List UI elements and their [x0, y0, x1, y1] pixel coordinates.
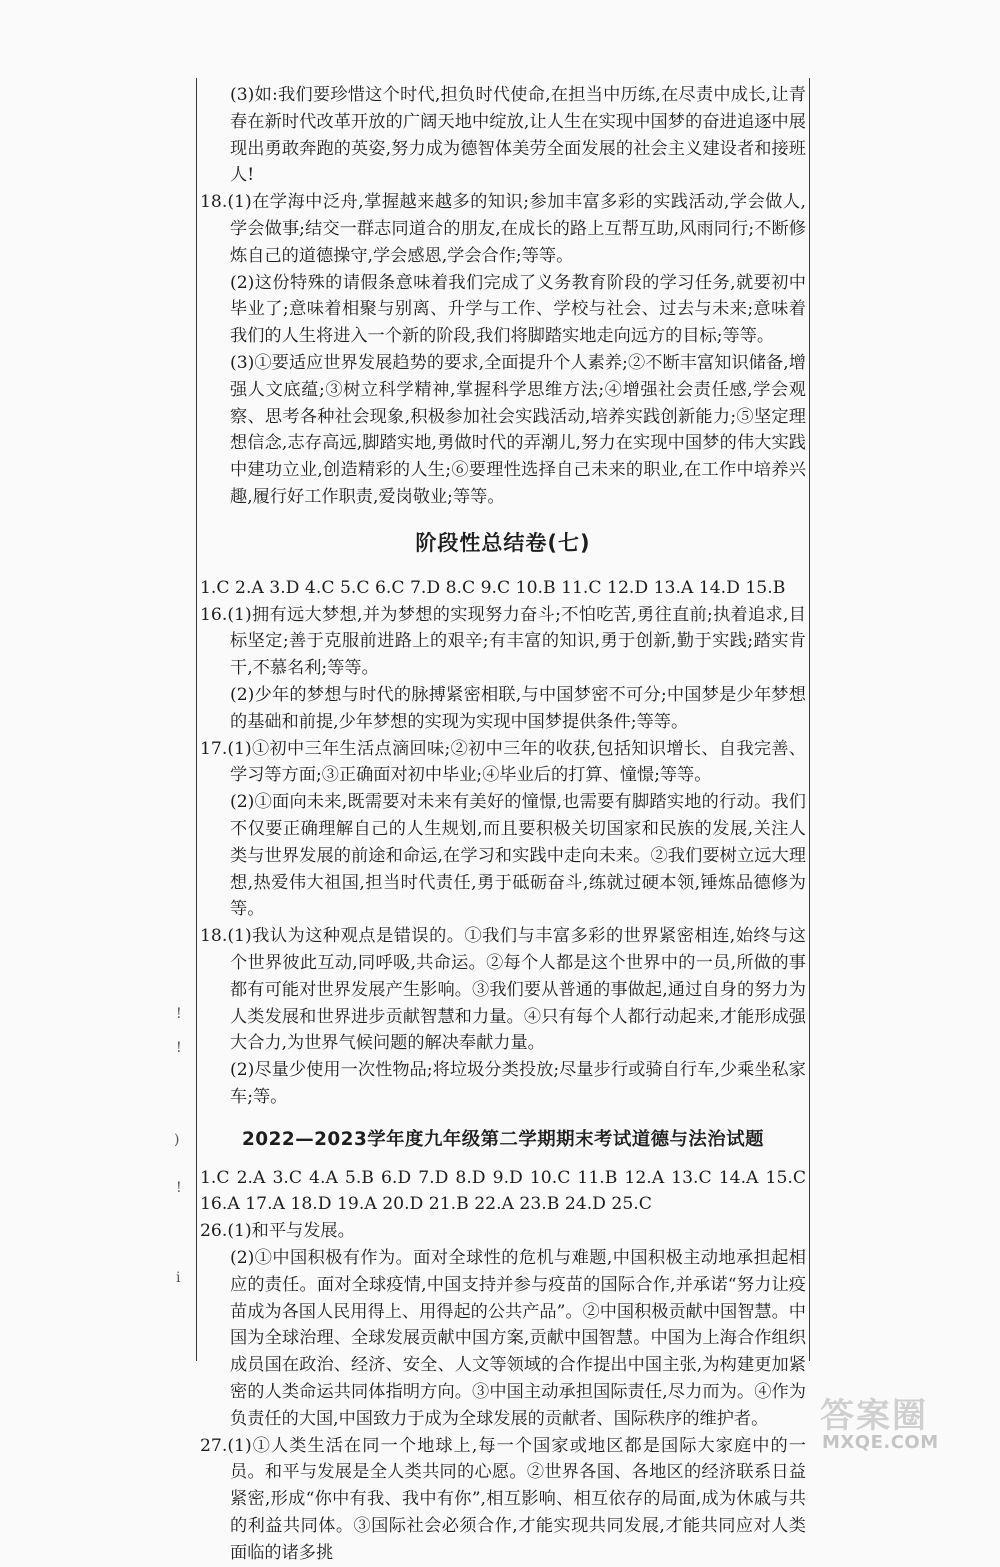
answer-content [200, 82, 806, 1567]
margin-mark: ) [174, 1132, 180, 1148]
answer-18-2: (2)这份特殊的请假条意味着我们完成了义务教育阶段的学习任务,就要初中毕业了;意味着相聚与别离、升学与工作、学校与社会、过去与未来;意味着我们的人生将进入一个新的阶段,我们将脚踏实地走向远方的目标;等等。 [230, 272, 806, 347]
watermark-text-cn: 答案圈 [820, 1396, 928, 1436]
answer-27-1: 27.(1)①人类生活在同一个地球上,每一个国家或地区都是国际大家庭中的一员。和平与发展是全人类共同的心愿。②世界各国、各地区的经济联系日益紧密,形成“你中有我、我中有你”,相互影响、相互依存的局面,成为休戚与共的利益共同体。③国际社会必须合作,才能实现共同发展,才能共同应对人类面临的诸多挑 [200, 1435, 806, 1563]
watermark-text-en: MXQE.COM [822, 1432, 939, 1453]
watermark-logo [820, 1388, 990, 1454]
answer-18-3: (3)①要适应世界发展趋势的要求,全面提升个人素养;②不断丰富知识储备,增强人文底蕴;③树立科学精神,掌握科学思维方法;④增强社会责任感,学会观察、思考各种社会现象,积极参加社会实践活动,培养实践创新能力;⑤坚定理想信念,志存高远,脚踏实地,勇做时代的弄潮儿,努力在实现中国梦的伟大实践中建功立业,创造精彩的人生;⑥要理性选择自己未来的职业,在工作中培养兴趣,履行好工作职责,爱岗敬业;等等。 [230, 352, 806, 507]
answer-17-2: (2)①面向未来,既需要对未来有美好的憧憬,也需要有脚踏实地的行动。我们不仅要正确理解自己的人生规划,而且要积极关切国家和民族的发展,关注人类与世界发展的前途和命运,在学习和实践中走向未来。②我们要树立远大理想,热爱伟大祖国,担当时代责任,勇于砥砺奋斗,练就过硬本领,锤炼品德修为等。 [230, 792, 806, 920]
section-title-stage-7: 阶段性总结卷(七) [415, 530, 591, 555]
margin-mark: ! [176, 1040, 182, 1056]
margin-mark: ! [176, 1006, 182, 1022]
answer-17-3: (3)如:我们要珍惜这个时代,担负时代使命,在担当中历练,在尽责中成长,让青春在新时代改革开放的广阔天地中绽放,让人生在实现中国梦的奋进追逐中展现出勇敢奔跑的英姿,努力成为德智体美劳全面发展的社会主义建设者和接班人! [230, 85, 806, 186]
answer-16-1: 16.(1)拥有远大梦想,并为梦想的实现努力奋斗;不怕吃苦,勇往直前;执着追求,目标坚定;善于克服前进路上的艰辛;有丰富的知识,勇于创新,勤于实践;踏实肯干,不慕名利;等等。 [200, 604, 806, 679]
answer-18-2-b: (2)尽量少使用一次性物品;将垃圾分类投放;尽量步行或骑自行车,少乘坐私家车;等。 [230, 1060, 806, 1107]
answer-17-1: 17.(1)①初中三年生活点滴回味;②初中三年的收获,包括知识增长、自我完善、学习等方面;③正确面对初中毕业;④毕业后的打算、憧憬;等等。 [200, 738, 806, 786]
answer-18-1: 18.(1)在学海中泛舟,掌握越来越多的知识;参加丰富多彩的实践活动,学会做人,学会做事;结交一群志同道合的朋友,在成长的路上互帮互助,风雨同行;不断修炼自己的道德操守,学会感恩,学会合作;等等。 [200, 192, 806, 266]
answer-18-1-b: 18.(1)我认为这种观点是错误的。①我们与丰富多彩的世界紧密相连,始终与这个世界彼此互动,同呼吸,共命运。②每个人都是这个世界中的一员,所做的事都有可能对世界发展产生影响。③我们要从普通的事做起,通过自身的努力为人类发展和世界进步贡献智慧和力量。④只有每个人都行动起来,才能形成强大合力,为世界气候问题的解决奉献力量。 [200, 926, 806, 1054]
choice-answers-stage-7: 1.C 2.A 3.D 4.C 5.C 6.C 7.D 8.C 9.C 10.B 11.C 12.D 13.A 14.D 15.B [200, 577, 786, 598]
section-title-final-exam: 2022—2023学年度九年级第二学期期末考试道德与法治试题 [242, 1128, 764, 1150]
margin-mark: ! [176, 1180, 182, 1196]
choice-answers-final: 1.C 2.A 3.C 4.A 5.B 6.D 7.D 8.D 9.D 10.C 11.B 12.A 13.C 14.A 15.C 16.A 17.A 18.D 19.A 20.D 21.B 22.A 23.B 24.D 25.C [200, 1167, 806, 1215]
answer-16-2: (2)少年的梦想与时代的脉搏紧密相联,与中国梦密不可分;中国梦是少年梦想的基础和前提,少年梦想的实现为实现中国梦提供条件;等等。 [230, 684, 806, 732]
answer-26-1: 26.(1)和平与发展。 [200, 1221, 355, 1242]
answer-26-2: (2)①中国积极有作为。面对全球性的危机与难题,中国积极主动地承担起相应的责任。面对全球疫情,中国支持并参与疫苗的国际合作,并承诺“努力让疫苗成为各国人民用得上、用得起的公共产品”。②中国积极贡献中国智慧。中国为全球治理、全球发展贡献中国方案,贡献中国智慧。中国为上海合作组织成员国在政治、经济、安全、人文等领域的合作提出中国主张,为构建更加紧密的人类命运共同体指明方向。③中国主动承担国际责任,尽力而为。④作为负责任的大国,中国致力于成为全球发展的贡献者、国际秩序的维护者。 [230, 1248, 806, 1429]
margin-mark: i [176, 1270, 181, 1286]
